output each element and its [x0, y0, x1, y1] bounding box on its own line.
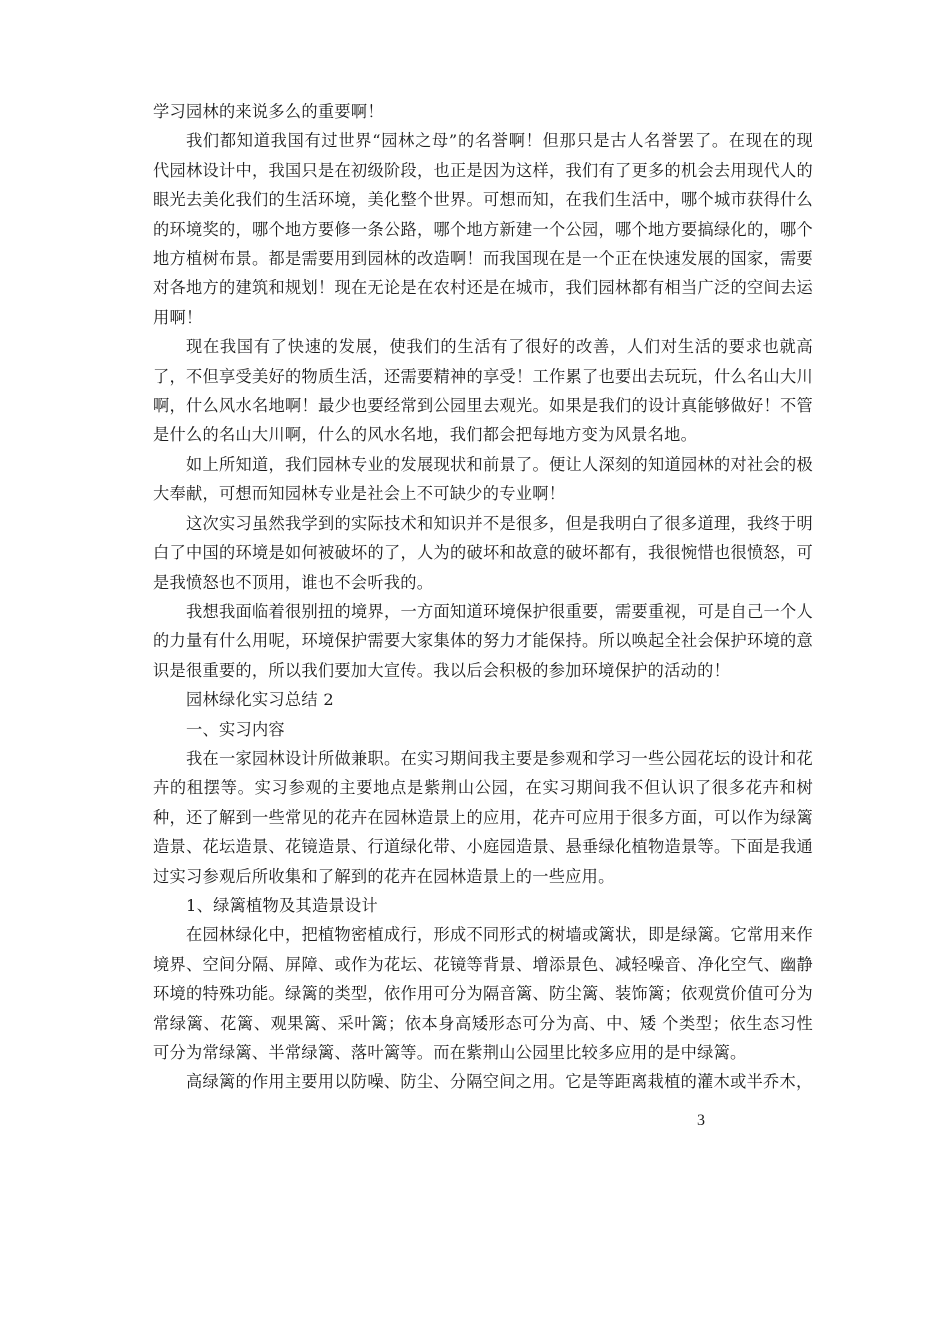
paragraph-continuation: 学习园林的来说多么的重要啊！: [153, 102, 384, 121]
body-text: [153, 97, 813, 1097]
paragraph: 这次实习虽然我学到的实际技术和知识并不是很多，但是我明白了很多道理，我终于明白了中国的环境是如何被破坏的了，人为的破坏和故意的破坏都有，我很惋惜也很愤怒，可是我愤怒也不顶用，谁也不会听我的。: [153, 513, 813, 592]
paragraph: 我想我面临着很别扭的境界，一方面知道环境保护很重要，需要重视，可是自己一个人的力量有什么用呢，环境保护需要大家集体的努力才能保持。所以唤起全社会保护环境的意识是很重要的，所以我们要加大宣传。我以后会积极的参加环境保护的活动的！: [153, 601, 813, 680]
paragraph: 我们都知道我国有过世界“园林之母”的名誉啊！但那只是古人名誉罢了。在现在的现代园林设计中，我国只是在初级阶段，也正是因为这样，我们有了更多的机会去用现代人的眼光去美化我们的生活环境，美化整个世界。可想而知，在我们生活中，哪个城市获得什么的环境奖的，哪个地方要修一条公路，哪个地方新建一个公园，哪个地方要搞绿化的，哪个地方植树布景。都是需要用到园林的改造啊！而我国现在是一个正在快速发展的国家，需要对各地方的建筑和规划！现在无论是在农村还是在城市，我们园林都有相当广泛的空间去运用啊！: [153, 131, 813, 327]
section-heading: 一、实习内容: [186, 719, 285, 739]
paragraph: 在园林绿化中，把植物密植成行，形成不同形式的树墙或篱状，即是绿篱。它常用来作境界、空间分隔、屏障、或作为花坛、花镜等背景、增添景色、减轻噪音、净化空气、幽静环境的特殊功能。绿篱的类型，依作用可分为隔音篱、防尘篱、装饰篱；依观赏价值可分为常绿篱、花篱、观果篱、采叶篱；依本身高矮形态可分为高、中、矮 个类型；依生态习性可分为常绿篱、半常绿篱、落叶篱等。而在紫荆山公园里比较多应用的是中绿篱。: [153, 925, 813, 1062]
section-title: 园林绿化实习总结 2: [186, 690, 334, 710]
paragraph: 我在一家园林设计所做兼职。在实习期间我主要是参观和学习一些公园花坛的设计和花卉的租摆等。实习参观的主要地点是紫荆山公园，在实习期间我不但认识了很多花卉和树种，还了解到一些常见的花卉在园林造景上的应用，花卉可应用于很多方面，可以作为绿篱造景、花坛造景、花镜造景、行道绿化带、小庭园造景、悬垂绿化植物造景等。下面是我通过实习参观后所收集和了解到的花卉在园林造景上的一些应用。: [153, 748, 813, 886]
paragraph: 现在我国有了快速的发展，使我们的生活有了很好的改善，人们对生活的要求也就高了，不但享受美好的物质生活，还需要精神的享受！工作累了也要出去玩玩，什么名山大川啊，什么风水名地啊！最少也要经常到公园里去观光。如果是我们的设计真能够做好！不管是什么的名山大川啊，什么的风水名地，我们都会把每地方变为风景名地。: [153, 337, 813, 445]
subsection-heading: 1、绿篱植物及其造景设计: [186, 895, 378, 915]
page-number: 3: [697, 1112, 705, 1129]
paragraph: 高绿篱的作用主要用以防噪、防尘、分隔空间之用。它是等距离栽植的灌木或半乔木，: [186, 1072, 813, 1092]
paragraph: 如上所知道，我们园林专业的发展现状和前景了。便让人深刻的知道园林的对社会的极大奉献，可想而知园林专业是社会上不可缺少的专业啊！: [153, 454, 813, 504]
